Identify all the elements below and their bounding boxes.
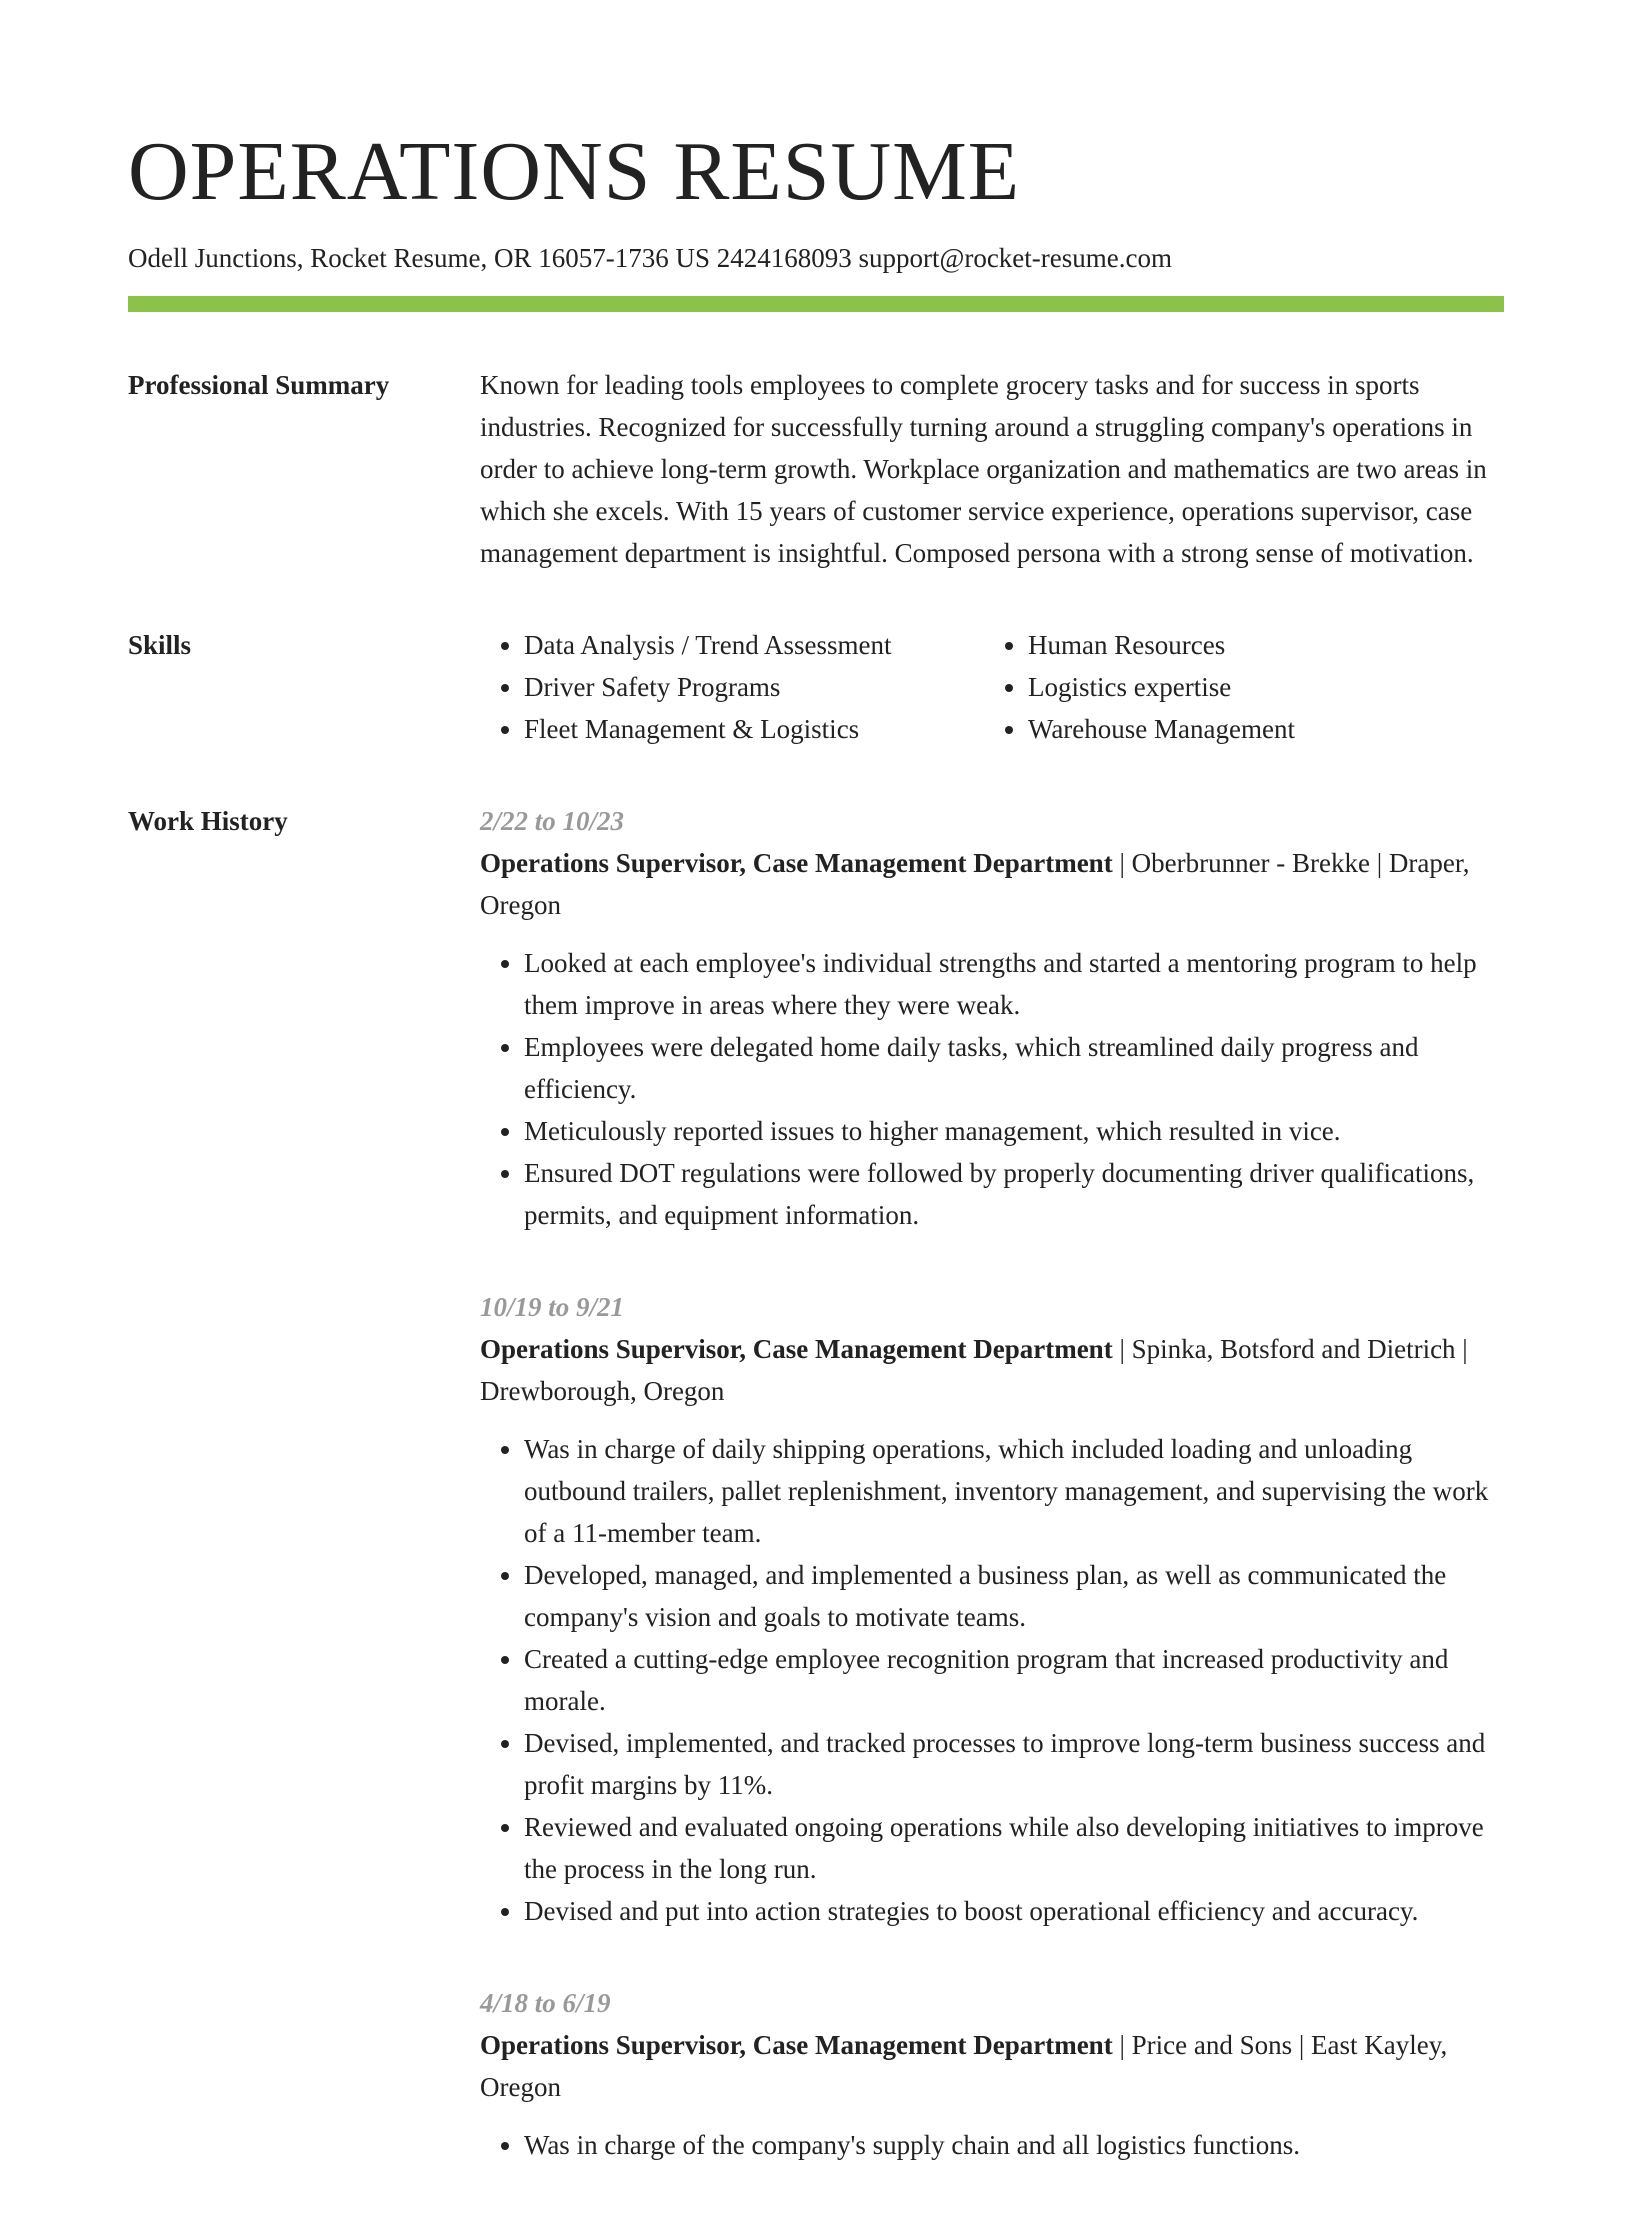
work-history-content	[480, 800, 1504, 2216]
job-details: | Spinka, Botsford and Dietrich | Drewborough, Oregon	[480, 1334, 1468, 1406]
job-bullet: • Created a cutting-edge employee recognition program that increased productivity and morale.	[524, 1638, 1504, 1722]
summary-section	[128, 364, 1504, 574]
summary-content	[480, 364, 1504, 574]
summary-text: Known for leading tools employees to complete grocery tasks and for success in sports industries. Recognized for successfully turning around a struggling company's operations in order to achieve long-term growth. Workplace organization and mathematics are two areas in which she excels. With 15 years of customer service experience, operations supervisor, case management department is insightful. Composed persona with a strong sense of motivation.	[480, 370, 1487, 568]
job-bullets	[480, 1428, 1504, 1932]
job-bullet: • Was in charge of the company's supply chain and all logistics functions.	[524, 2124, 1504, 2166]
job-bullet: • Was in charge of daily shipping operations, which included loading and unloading outbound trailers, pallet replenishment, inventory management, and supervising the work of a 11-member team.	[524, 1428, 1504, 1554]
skill-item: • Fleet Management & Logistics	[524, 708, 984, 750]
job-dates: 4/18 to 6/19	[480, 1988, 611, 2018]
skill-item: • Human Resources	[1028, 624, 1488, 666]
job-role: Operations Supervisor, Case Management Department	[480, 1334, 1113, 1364]
job-header	[480, 2024, 1504, 2108]
skills-grid	[480, 624, 1504, 750]
job-dates: 10/19 to 9/21	[480, 1292, 625, 1322]
work-history-section	[128, 800, 1504, 2216]
job-bullet: • Devised and put into action strategies to boost operational efficiency and accuracy.	[524, 1890, 1504, 1932]
job-bullet: • Devised, implemented, and tracked processes to improve long-term business success and profit margins by 11%.	[524, 1722, 1504, 1806]
skills-column-2	[984, 624, 1488, 750]
job-bullets	[480, 2124, 1504, 2166]
skill-item: • Logistics expertise	[1028, 666, 1488, 708]
skills-column-1	[480, 624, 984, 750]
skills-section	[128, 624, 1504, 750]
job-bullet: • Developed, managed, and implemented a business plan, as well as communicated the company's vision and goals to motivate teams.	[524, 1554, 1504, 1638]
job-bullet: • Looked at each employee's individual strengths and started a mentoring program to help them improve in areas where they were weak.	[524, 942, 1504, 1026]
skill-item: • Data Analysis / Trend Assessment	[524, 624, 984, 666]
contact-line: Odell Junctions, Rocket Resume, OR 16057-1736 US 2424168093 support@rocket-resume.com	[128, 243, 1172, 273]
job-details: | Oberbrunner - Brekke | Draper, Oregon	[480, 848, 1470, 920]
job-bullet: • Ensured DOT regulations were followed by properly documenting driver qualifications, permits, and equipment information.	[524, 1152, 1504, 1236]
skill-item: • Driver Safety Programs	[524, 666, 984, 708]
resume-title: OPERATIONS RESUME	[128, 125, 1021, 218]
header-divider	[128, 296, 1504, 312]
job-role: Operations Supervisor, Case Management Department	[480, 2030, 1113, 2060]
job-details: | Price and Sons | East Kayley, Oregon	[480, 2030, 1448, 2102]
job-bullets	[480, 942, 1504, 1236]
skills-label: Skills	[128, 630, 192, 660]
job-entry	[480, 1286, 1504, 1932]
job-dates: 2/22 to 10/23	[480, 806, 625, 836]
job-header	[480, 842, 1504, 926]
job-header	[480, 1328, 1504, 1412]
work-history-label: Work History	[128, 806, 288, 836]
job-bullet: • Reviewed and evaluated ongoing operations while also developing initiatives to improve the process in the long run.	[524, 1806, 1504, 1890]
skill-item: • Warehouse Management	[1028, 708, 1488, 750]
job-entry	[480, 1982, 1504, 2166]
summary-label: Professional Summary	[128, 370, 390, 400]
job-role: Operations Supervisor, Case Management Department	[480, 848, 1113, 878]
job-bullet: • Employees were delegated home daily tasks, which streamlined daily progress and efficiency.	[524, 1026, 1504, 1110]
job-entry	[480, 800, 1504, 1236]
job-bullet: • Meticulously reported issues to higher management, which resulted in vice.	[524, 1110, 1504, 1152]
